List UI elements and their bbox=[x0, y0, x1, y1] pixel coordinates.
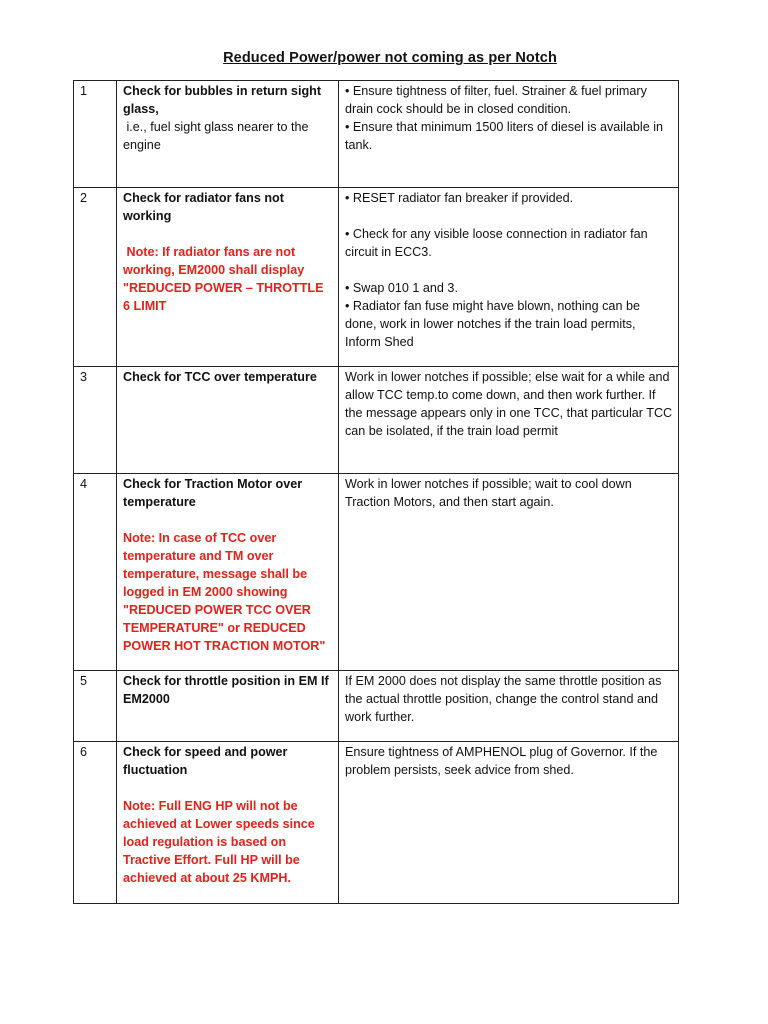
check-cell bbox=[117, 188, 339, 367]
table-row bbox=[74, 81, 679, 188]
row-number: 1 bbox=[74, 81, 117, 188]
troubleshooting-table bbox=[73, 80, 679, 904]
row-number: 3 bbox=[74, 367, 117, 474]
action-item: Work in lower notches if possible; else wait for a while and allow TCC temp.to come down, and then work further. If the message appears only in one TCC, that particular TCC can be isolated, if the train load permit bbox=[345, 370, 673, 438]
table-row bbox=[74, 742, 679, 904]
action-cell bbox=[339, 81, 679, 188]
check-cell bbox=[117, 474, 339, 671]
action-item: Work in lower notches if possible; wait to cool down Traction Motors, and then start again. bbox=[345, 477, 632, 509]
row-number: 6 bbox=[74, 742, 117, 904]
note-text: Note: In case of TCC over temperature and TM over temperature, message shall be logged in EM 2000 showing "REDUCED POWER TCC OVER TEMPERATURE" or REDUCED POWER HOT TRACTION MOTOR" bbox=[123, 531, 326, 653]
check-text: Check for speed and power fluctuation bbox=[123, 745, 288, 777]
check-text: Check for bubbles in return sight glass, bbox=[123, 84, 322, 116]
table-row bbox=[74, 188, 679, 367]
action-item: • Ensure that minimum 1500 liters of diesel is available in tank. bbox=[345, 120, 664, 152]
note-text: Note: Full ENG HP will not be achieved at Lower speeds since load regulation is based on Tractive Effort. Full HP will be achieved at about 25 KMPH. bbox=[123, 799, 315, 885]
check-text: Check for Traction Motor over temperature bbox=[123, 477, 303, 509]
action-item: • Check for any visible loose connection in radiator fan circuit in ECC3. bbox=[345, 227, 648, 259]
table-row bbox=[74, 474, 679, 671]
check-text: Check for radiator fans not working bbox=[123, 191, 284, 223]
table-row bbox=[74, 671, 679, 742]
action-item: • Ensure tightness of filter, fuel. Strainer & fuel primary drain cock should be in closed condition. bbox=[345, 84, 647, 116]
check-text: Check for TCC over temperature bbox=[123, 370, 317, 384]
action-cell bbox=[339, 474, 679, 671]
action-item: Ensure tightness of AMPHENOL plug of Governor. If the problem persists, seek advice from shed. bbox=[345, 745, 658, 777]
action-item: • Swap 010 1 and 3. bbox=[345, 281, 458, 295]
check-cell bbox=[117, 367, 339, 474]
row-number: 2 bbox=[74, 188, 117, 367]
table-row bbox=[74, 367, 679, 474]
action-item: • RESET radiator fan breaker if provided. bbox=[345, 191, 574, 205]
action-item: • Radiator fan fuse might have blown, nothing can be done, work in lower notches if the train load permits, Inform Shed bbox=[345, 299, 640, 349]
check-cell bbox=[117, 671, 339, 742]
row-number: 4 bbox=[74, 474, 117, 671]
row-number: 5 bbox=[74, 671, 117, 742]
check-detail: i.e., fuel sight glass nearer to the engine bbox=[123, 120, 313, 152]
action-cell bbox=[339, 367, 679, 474]
action-cell bbox=[339, 671, 679, 742]
check-cell bbox=[117, 81, 339, 188]
document-title: Reduced Power/power not coming as per Notch bbox=[223, 50, 557, 66]
action-cell bbox=[339, 188, 679, 367]
check-text: Check for throttle position in EM If EM2000 bbox=[123, 674, 329, 706]
check-cell bbox=[117, 742, 339, 904]
note-text: Note: If radiator fans are not working, EM2000 shall display "REDUCED POWER – THROTTLE 6 LIMIT bbox=[123, 245, 327, 313]
action-item: If EM 2000 does not display the same throttle position as the actual throttle position, change the control stand and work further. bbox=[345, 674, 662, 724]
action-cell bbox=[339, 742, 679, 904]
